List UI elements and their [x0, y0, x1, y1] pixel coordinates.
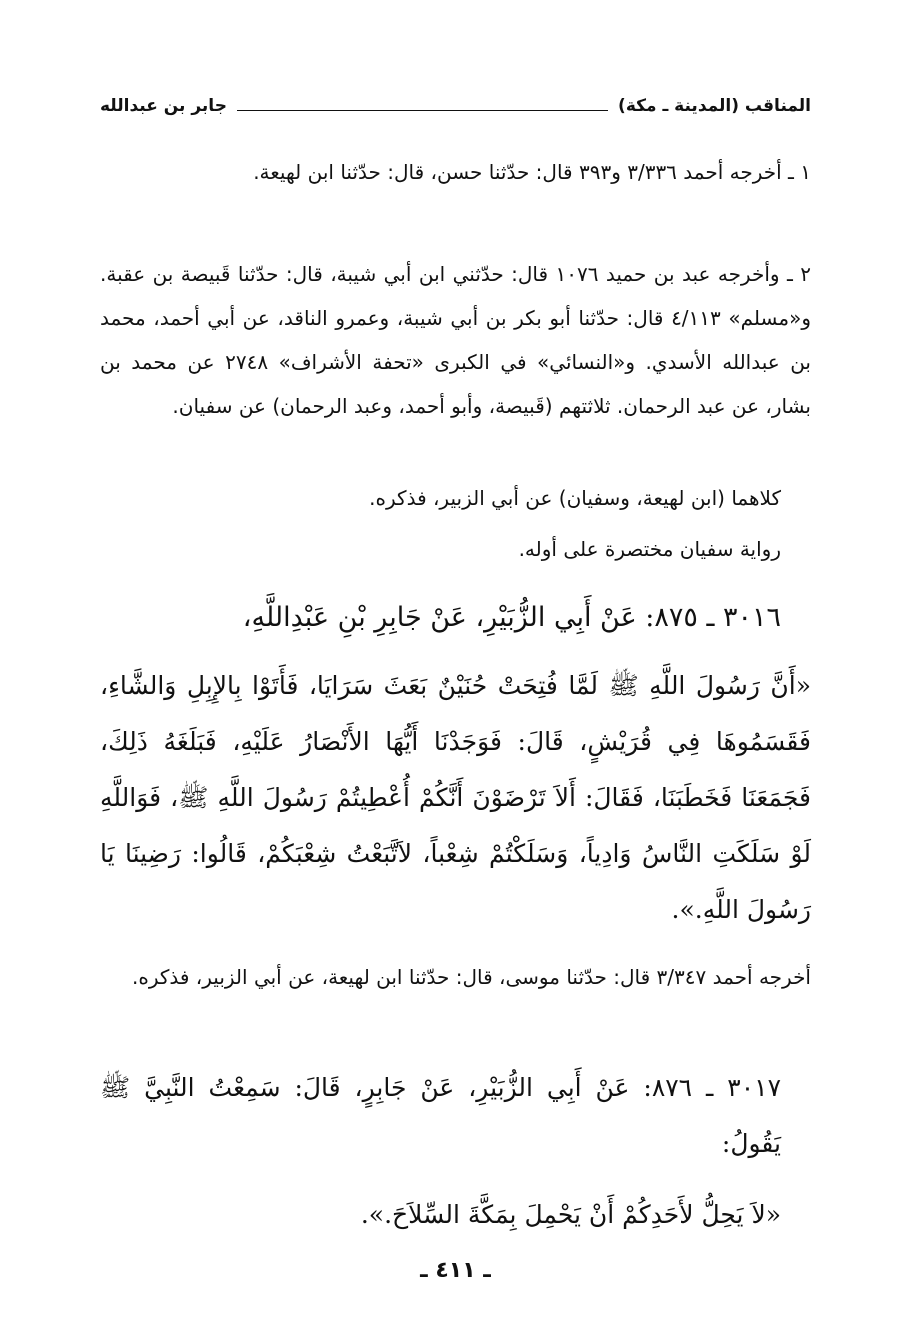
summary-note: كلاهما (ابن لهيعة، وسفيان) عن أبي الزبير، فذكره. — [369, 486, 781, 510]
header-chapter-title: المناقب (المدينة ـ مكة) — [618, 96, 811, 116]
hadith-3016-heading: ٣٠١٦ ـ ٨٧٥: عَنْ أَبِي الزُّبَيْرِ، عَنْ جَابِرِ بْنِ عَبْدِاللَّهِ، — [242, 602, 781, 633]
header-rule — [237, 110, 608, 111]
riwaya-note: رواية سفيان مختصرة على أوله. — [518, 537, 781, 561]
header-section-title: جابر بن عبدالله — [100, 96, 227, 116]
takhrij-note-2: ٢ ـ وأخرجه عبد بن حميد ١٠٧٦ قال: حدّثني ابن أبي شيبة، قال: حدّثنا قَبيصة بن عقبة. و«مسلم» ٤/١١٣ قال: حدّثنا أبو بكر بن أبي شيبة، وعمرو الناقد، عن أبي أحمد، محمد بن عبدالله الأسدي. و«النسائي» في الكبرى «تحفة الأشراف» ٢٧٤٨ عن محمد بن بشار، عن عبد الرحمان. ثلاثتهم (قَبيصة، وأبو أحمد، وعبد الرحمان) عن سفيان. — [100, 262, 811, 418]
hadith-3017-text: «لاَ يَحِلُّ لأَحَدِكُمْ أَنْ يَحْمِلَ بِمَكَّةَ السِّلاَحَ.». — [360, 1200, 781, 1229]
takhrij-note-1: ١ ـ أخرجه أحمد ٣/٣٣٦ و٣٩٣ قال: حدّثنا حسن، قال: حدّثنا ابن لهيعة. — [253, 160, 811, 184]
running-header — [100, 86, 811, 126]
hadith-3017-heading: ٣٠١٧ ـ ٨٧٦: عَنْ أَبِي الزُّبَيْرِ، عَنْ جَابِرٍ، قَالَ: سَمِعْتُ النَّبِيَّ ﷺ يَقُولُ: — [100, 1073, 782, 1158]
hadith-3016-text: «أَنَّ رَسُولَ اللَّهِ ﷺ لَمَّا فُتِحَتْ حُنَيْنٌ بَعَثَ سَرَايَا، فَأَتَوْا بِالإِبِلِ وَالشَّاءِ، فَقَسَمُوهَا فِي قُرَيْشٍ، قَالَ: فَوَجَدْنَا أَيُّهَا الأَنْصَارُ عَلَيْهِ، فَبَلَغَهُ ذَلِكَ، فَجَمَعَنَا فَخَطَبَنَا، فَقَالَ: أَلاَ تَرْضَوْنَ أَنَّكُمْ أُعْطِيتُمْ رَسُولَ اللَّهِ ﷺ، فَوَاللَّهِ لَوْ سَلَكَتِ النَّاسُ وَادِياً، وَسَلَكْتُمْ شِعْباً، لاَتَّبَعْتُ شِعْبَكُمْ، قَالُوا: رَضِينَا يَا رَسُولَ اللَّهِ.». — [100, 671, 811, 924]
takhrij-note-3016: أخرجه أحمد ٣/٣٤٧ قال: حدّثنا موسى، قال: حدّثنا ابن لهيعة، عن أبي الزبير، فذكره. — [132, 965, 811, 989]
page-number: ـ ٤١١ ـ — [420, 1258, 491, 1283]
